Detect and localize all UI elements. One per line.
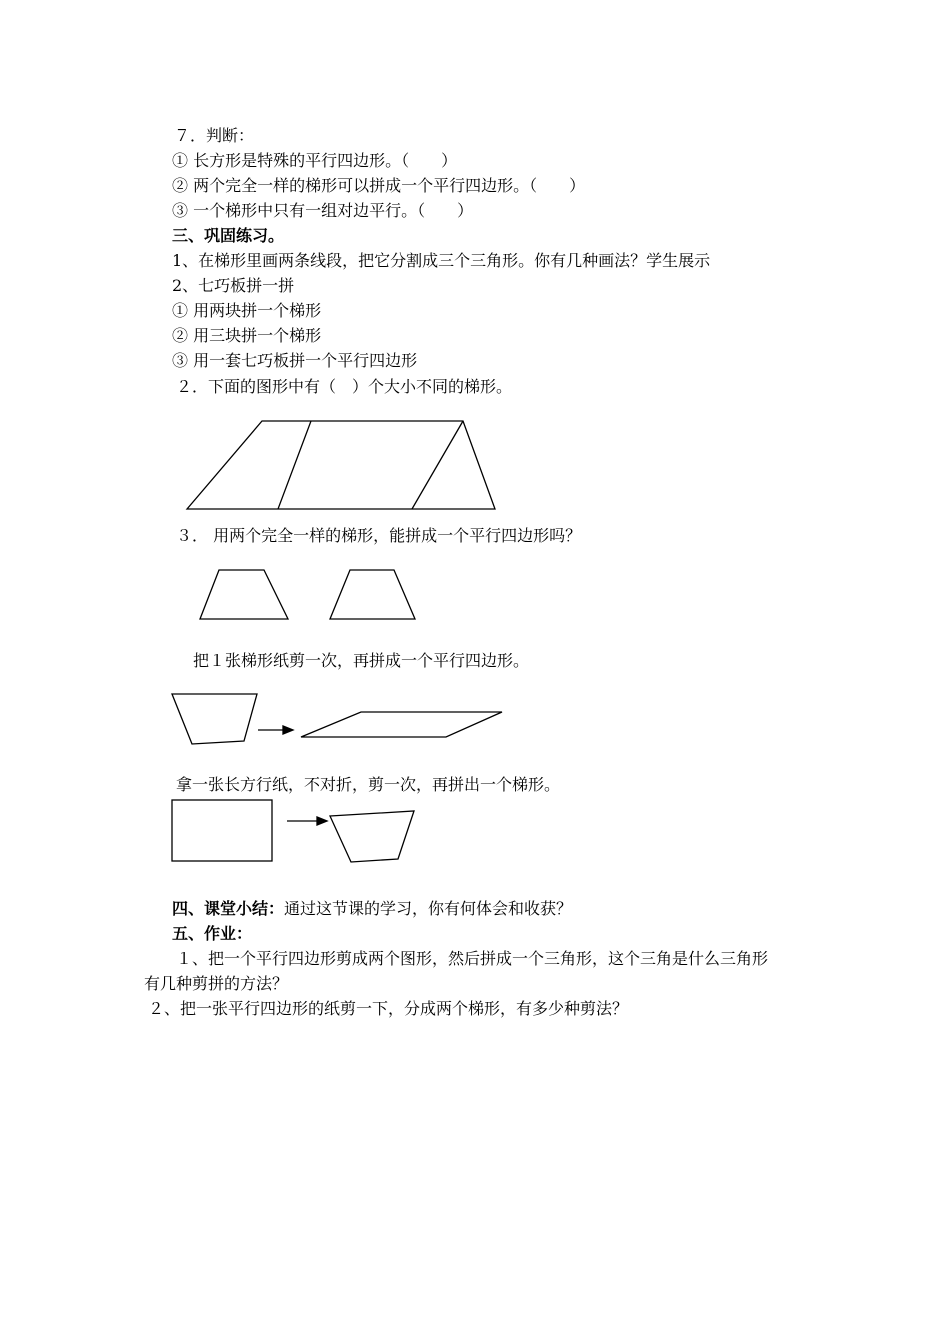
practice-q2-item-1: ① 用两块拼一个梯形: [172, 301, 322, 320]
homework-q2: ２、把一张平行四边形的纸剪一下，分成两个梯形，有多少种剪法？: [148, 999, 629, 1018]
result-trapezoid: [330, 811, 414, 862]
practice-q1: 1、在梯形里画两条线段，把它分割成三个三角形。你有几种画法？学生展示: [172, 251, 711, 270]
homework-q1-line1: １、把一个平行四边形剪成两个图形，然后拼成一个三角形，这个三角是什么三角形: [176, 949, 769, 968]
judge-item-1: ① 长方形是特殊的平行四边形。（ ）: [172, 151, 458, 170]
practice-q3: ２．下面的图形中有（ ）个大小不同的梯形。: [176, 377, 513, 396]
practice-q2-item-2: ② 用三块拼一个梯形: [172, 326, 322, 345]
practice-q5: 把１张梯形纸剪一次，再拼成一个平行四边形。: [193, 651, 530, 670]
rectangle-paper: [172, 800, 272, 861]
summary-heading: 四、课堂小结：: [172, 899, 285, 918]
summary-text: 通过这节课的学习，你有何体会和收获？: [284, 899, 573, 918]
homework-heading: 五、作业：: [172, 924, 253, 943]
judge-item-2: ② 两个完全一样的梯形可以拼成一个平行四边形。（ ）: [172, 176, 586, 195]
arrow-head-2: [317, 817, 327, 825]
judge-title: ７．判断：: [174, 126, 255, 145]
practice-q4: ３． 用两个完全一样的梯形，能拼成一个平行四边形吗？: [176, 526, 582, 545]
practice-q2: 2、七巧板拼一拼: [172, 276, 295, 295]
practice-heading: 三、巩固练习。: [172, 226, 285, 245]
homework-q1-line2: 有几种剪拼的方法？: [144, 974, 289, 993]
practice-q2-item-3: ③ 用一套七巧板拼一个平行四边形: [172, 351, 418, 370]
practice-q6: 拿一张长方行纸，不对折，剪一次，再拼出一个梯形。: [176, 775, 561, 794]
judge-item-3: ③ 一个梯形中只有一组对边平行。（ ）: [172, 201, 474, 220]
summary-line: [172, 898, 572, 920]
